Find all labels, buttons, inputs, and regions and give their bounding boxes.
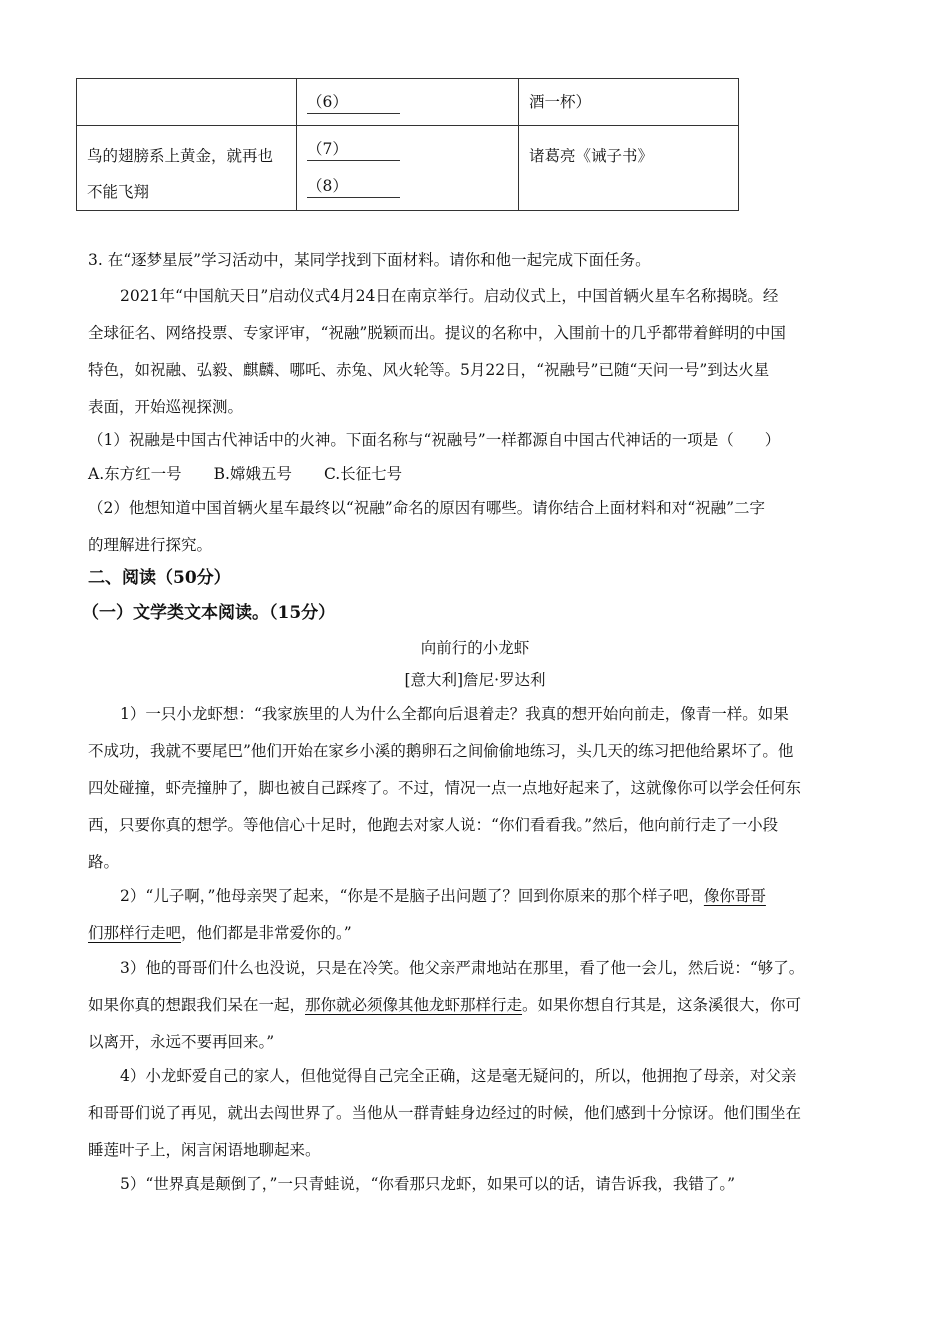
article-title: 向前行的小龙虾 xyxy=(420,639,530,657)
blank-6[interactable]: （6） xyxy=(307,91,400,114)
question-3-title: 3. 在“逐梦星辰”学习活动中，某同学找到下面材料。请你和他一起完成下面任务。 xyxy=(88,251,651,269)
material-line: 表面，开始巡视探测。 xyxy=(88,398,244,416)
table-row xyxy=(77,126,739,211)
subsection-heading: （一）文学类文本阅读。（15分） xyxy=(82,603,336,623)
option-c[interactable]: C.长征七号 xyxy=(323,465,403,483)
underlined-phrase: 那你就必须像其他龙虾那样行走 xyxy=(305,996,523,1014)
table-cell xyxy=(77,126,297,211)
material-line: 2021年“中国航天日”启动仪式4月24日在南京举行。启动仪式上，中国首辆火星车名称揭晓。经 xyxy=(120,287,779,305)
paragraph-line: 西，只要你真的想学。等他信心十足时，他跑去对家人说：“你们看看我。”然后，他向前行走了一小段 xyxy=(88,816,779,834)
paragraph-line: 们那样行走吧，他们都是非常爱你的。” xyxy=(88,924,352,942)
blank-8[interactable]: （8） xyxy=(307,175,400,198)
underlined-phrase: 们那样行走吧 xyxy=(88,924,182,942)
section-heading: 二、阅读（50分） xyxy=(88,568,231,588)
paragraph-line: 5）“世界真是颠倒了，”一只青蛙说，“你看那只龙虾，如果可以的话，请告诉我，我错了。” xyxy=(120,1175,736,1193)
options-row xyxy=(88,464,402,484)
material-line: 特色，如祝融、弘毅、麒麟、哪吒、赤兔、风火轮等。5月22日，“祝融号”已随“天问一号”到达火星 xyxy=(88,361,770,379)
paragraph-line: 不成功，我就不要尾巴”他们开始在家乡小溪的鹅卵石之间偷偷地练习，头几天的练习把他给累坏了。他 xyxy=(88,742,794,760)
sub-question-1: （1）祝融是中国古代神话中的火神。下面名称与“祝融号”一样都源自中国古代神话的一项是（ ） xyxy=(88,431,781,449)
cell-text: 酒一杯） xyxy=(529,93,592,111)
table-row xyxy=(77,79,739,126)
cell-text: 诸葛亮《诫子书》 xyxy=(529,147,654,165)
sub-question-2-cont: 的理解进行探究。 xyxy=(88,536,213,554)
table-cell xyxy=(297,126,519,211)
paragraph-line: 3）他的哥哥们什么也没说，只是在冷笑。他父亲严肃地站在那里，看了他一会儿，然后说：“够了。 xyxy=(120,959,805,977)
sub-question-2: （2）他想知道中国首辆火星车最终以“祝融”命名的原因有哪些。请你结合上面材料和对“祝融”二字 xyxy=(88,499,766,517)
material-line: 全球征名、网络投票、专家评审，“祝融”脱颖而出。提议的名称中，入围前十的几乎都带着鲜明的中国 xyxy=(88,324,786,342)
table-cell xyxy=(519,79,739,126)
paragraph-line: 如果你真的想跟我们呆在一起，那你就必须像其他龙虾那样行走。如果你想自行其是，这条溪很大，你可 xyxy=(88,996,802,1014)
paragraph-line: 路。 xyxy=(88,853,120,871)
cell-text: 鸟的翅膀系上黄金，就再也 xyxy=(87,147,274,165)
option-a[interactable]: A.东方红一号 xyxy=(88,465,182,483)
cell-text: 不能飞翔 xyxy=(87,183,150,201)
underlined-phrase: 像你哥哥 xyxy=(703,887,766,905)
quote-table xyxy=(76,78,739,211)
paragraph-line: 和哥哥们说了再见，就出去闯世界了。当他从一群青蛙身边经过的时候，他们感到十分惊讶。他们围坐在 xyxy=(88,1104,802,1122)
paragraph-line: 2）“儿子啊，”他母亲哭了起来，“你是不是脑子出问题了？回到你原来的那个样子吧，像你哥哥 xyxy=(120,887,766,905)
paragraph-line: 4）小龙虾爱自己的家人，但他觉得自己完全正确，这是毫无疑问的，所以，他拥抱了母亲，对父亲 xyxy=(120,1067,797,1085)
table-cell xyxy=(519,126,739,211)
paragraph-line: 睡莲叶子上，闲言闲语地聊起来。 xyxy=(88,1141,321,1159)
table-cell xyxy=(297,79,519,126)
option-b[interactable]: B.嫦娥五号 xyxy=(213,465,292,483)
table-cell xyxy=(77,79,297,126)
paragraph-line: 1）一只小龙虾想：“我家族里的人为什么全都向后退着走？我真的想开始向前走，像青一样。如果 xyxy=(120,705,789,723)
article-author: [意大利]詹尼·罗达利 xyxy=(404,671,546,689)
paragraph-line: 四处碰撞，虾壳撞肿了，脚也被自己踩疼了。不过，情况一点一点地好起来了，这就像你可以学会任何东 xyxy=(88,779,802,797)
paragraph-line: 以离开，永远不要再回来。” xyxy=(88,1033,275,1051)
blank-7[interactable]: （7） xyxy=(307,138,400,161)
